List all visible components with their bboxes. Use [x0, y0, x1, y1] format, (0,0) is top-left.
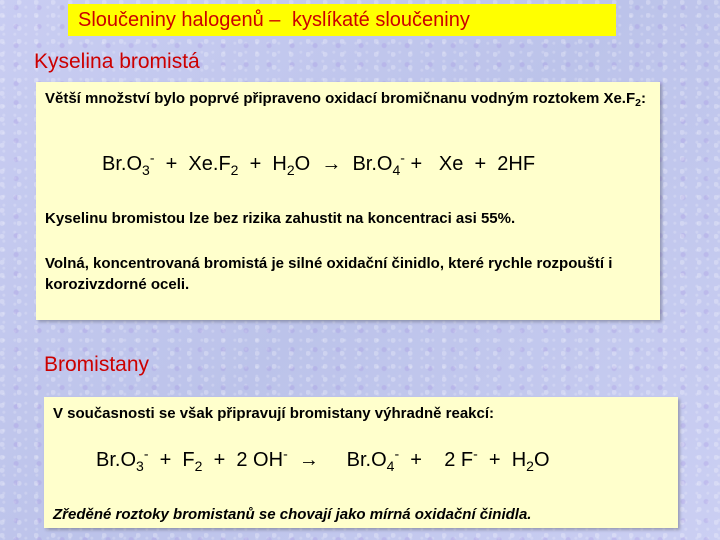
- acid-concentration-text: Kyselinu bromistou lze bez rizika zahustit na koncentraci asi 55%.: [45, 210, 516, 227]
- eq2-product2-sup: -: [473, 445, 478, 462]
- acid-preparation-main: Větší množství bylo poprvé připraveno oxidací bromičnanu vodným roztokem Xe.F: [45, 90, 636, 107]
- bromates-preparation-text: V současnosti se však připravují bromistany výhradně reakcí:: [53, 405, 495, 422]
- eq1-plus: +: [165, 153, 178, 175]
- eq1-reactant2: Xe.F: [188, 153, 231, 175]
- eq1-reactant3-sub: 2: [286, 161, 295, 178]
- eq2-reactant3-sup: -: [283, 445, 288, 462]
- eq2-product3-sub: 2: [526, 457, 534, 474]
- eq1-reactant1: Br.O: [102, 153, 143, 175]
- eq2-product1: Br.O: [346, 449, 387, 471]
- title-main: Sloučeniny halogenů: [78, 9, 264, 31]
- eq2-reactant1: Br.O: [96, 449, 137, 471]
- eq1-product1-sup: -: [400, 149, 405, 166]
- eq1-product2: Xe: [438, 153, 464, 175]
- eq1-product1-sub: 4: [392, 161, 401, 178]
- eq2-plus: +: [213, 449, 226, 471]
- eq1-reactant3-end: O: [294, 153, 311, 175]
- eq1-plus: +: [410, 153, 423, 175]
- eq1-plus: +: [474, 153, 487, 175]
- title-sub: kyslíkaté sloučeniny: [291, 9, 470, 31]
- acid-oxidizer-text: Volná, koncentrovaná bromistá je silné oxidační činidlo, které rychle rozpouští i korozivzdorné oceli.: [45, 255, 613, 293]
- eq1-plus: +: [249, 153, 262, 175]
- bromates-panel: [44, 397, 678, 528]
- acid-equation: [102, 149, 536, 178]
- title-dash: –: [269, 9, 281, 31]
- eq2-plus: +: [488, 449, 501, 471]
- acid-preparation-end: :: [640, 90, 646, 107]
- eq2-product3: H: [511, 449, 527, 471]
- eq2-reactant2: F: [182, 449, 195, 471]
- slide-title: [68, 4, 616, 36]
- heading-kyselina-bromista: Kyselina bromistá: [34, 50, 200, 73]
- acid-preparation-text: [45, 88, 652, 109]
- eq1-reactant1-sub: 3: [142, 161, 150, 178]
- eq2-arrow: →: [298, 449, 319, 471]
- eq2-product3-end: O: [533, 449, 550, 471]
- eq1-product1: Br.O: [352, 153, 393, 175]
- bromates-mild-oxidizer-text: Zředěné roztoky bromistanů se chovají jako mírná oxidační činidla.: [53, 506, 532, 523]
- eq2-reactant1-sup: -: [143, 445, 149, 462]
- eq2-reactant3: 2 OH: [236, 449, 284, 471]
- eq2-product1-sup: -: [394, 445, 400, 462]
- acid-panel: [36, 82, 660, 320]
- eq1-reactant1-sup: -: [149, 149, 155, 166]
- eq1-arrow: →: [321, 153, 342, 175]
- eq2-product1-sub: 4: [386, 457, 395, 474]
- acid-preparation-sub: 2: [635, 97, 641, 110]
- eq2-reactant2-sub: 2: [194, 457, 203, 474]
- eq1-reactant3: H: [272, 153, 287, 175]
- eq2-reactant1-sub: 3: [136, 457, 144, 474]
- eq1-reactant2-sub: 2: [230, 161, 239, 178]
- eq2-product2: 2 F: [444, 449, 474, 471]
- heading-bromistany: Bromistany: [44, 353, 150, 376]
- eq1-product3: 2HF: [497, 153, 536, 175]
- bromates-equation: [96, 445, 550, 474]
- eq2-plus: +: [159, 449, 172, 471]
- eq2-plus: +: [410, 449, 422, 471]
